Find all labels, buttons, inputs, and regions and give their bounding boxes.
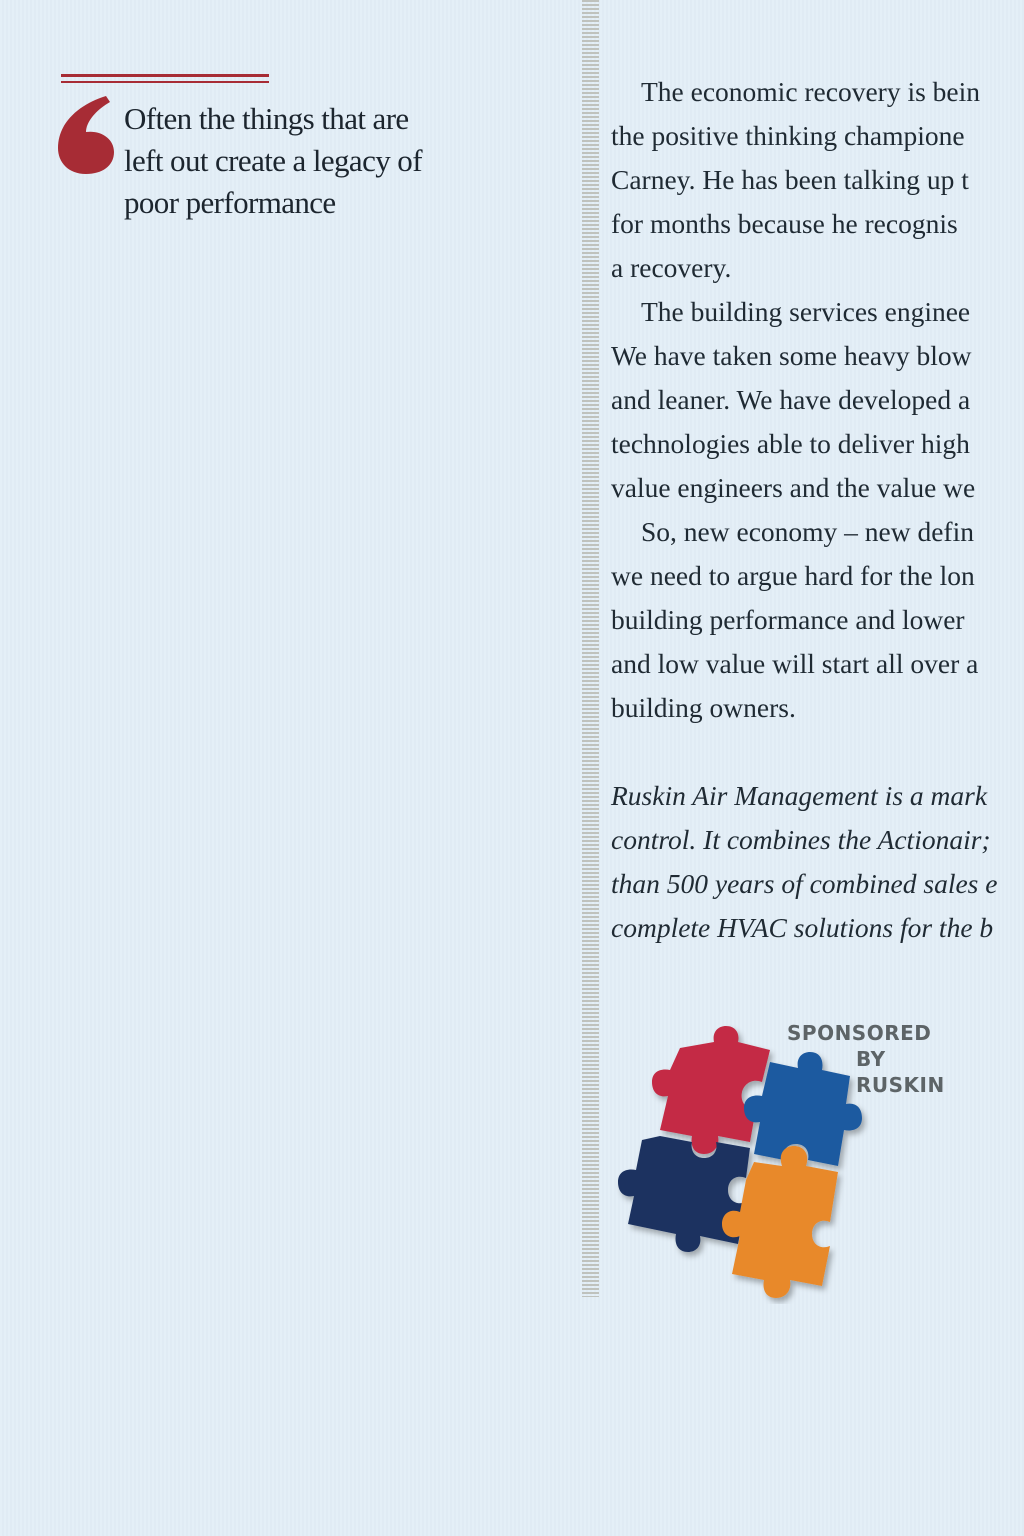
body-line: value engineers and the value we (611, 472, 976, 503)
body-line: and leaner. We have developed a (611, 384, 971, 415)
body-text (611, 70, 1024, 730)
body-line: for months because he recognis (611, 208, 958, 239)
blurb-line: than 500 years of combined sales e (611, 868, 998, 899)
blurb-line: Ruskin Air Management is a mark (611, 780, 988, 811)
blurb-line: complete HVAC solutions for the b (611, 912, 994, 943)
body-line: the positive thinking champione (611, 120, 965, 151)
pull-quote-line: Often the things that are (124, 101, 409, 136)
blurb-line: control. It combines the Actionair; (611, 824, 991, 855)
puzzle-icon (612, 1022, 878, 1304)
body-line: and low value will start all over a (611, 648, 979, 679)
body-line: So, new economy – new defin (641, 516, 974, 547)
quote-rule-top (61, 74, 269, 77)
body-line: building performance and lower (611, 604, 965, 635)
body-line: Carney. He has been talking up t (611, 164, 969, 195)
body-line: The economic recovery is bein (641, 76, 981, 107)
sponsor-line-1: SPONSORED (787, 1021, 932, 1045)
pull-quote-line: poor performance (124, 185, 336, 220)
column-divider (582, 0, 599, 1297)
pull-quote-line: left out create a legacy of (124, 143, 422, 178)
body-line: We have taken some heavy blow (611, 340, 972, 371)
quote-mark-icon (56, 86, 118, 178)
body-line: building owners. (611, 692, 796, 723)
quote-rule (61, 74, 269, 83)
quote-rule-bottom (61, 81, 269, 83)
pull-quote (124, 98, 484, 224)
body-line: a recovery. (611, 252, 732, 283)
sponsor-line-2: BY RUSKIN (856, 1047, 945, 1097)
body-line: we need to argue hard for the lon (611, 560, 975, 591)
puzzle-piece-red (652, 1026, 770, 1154)
body-line: The building services enginee (641, 296, 971, 327)
company-blurb (611, 774, 1024, 950)
body-line: technologies able to deliver high (611, 428, 970, 459)
